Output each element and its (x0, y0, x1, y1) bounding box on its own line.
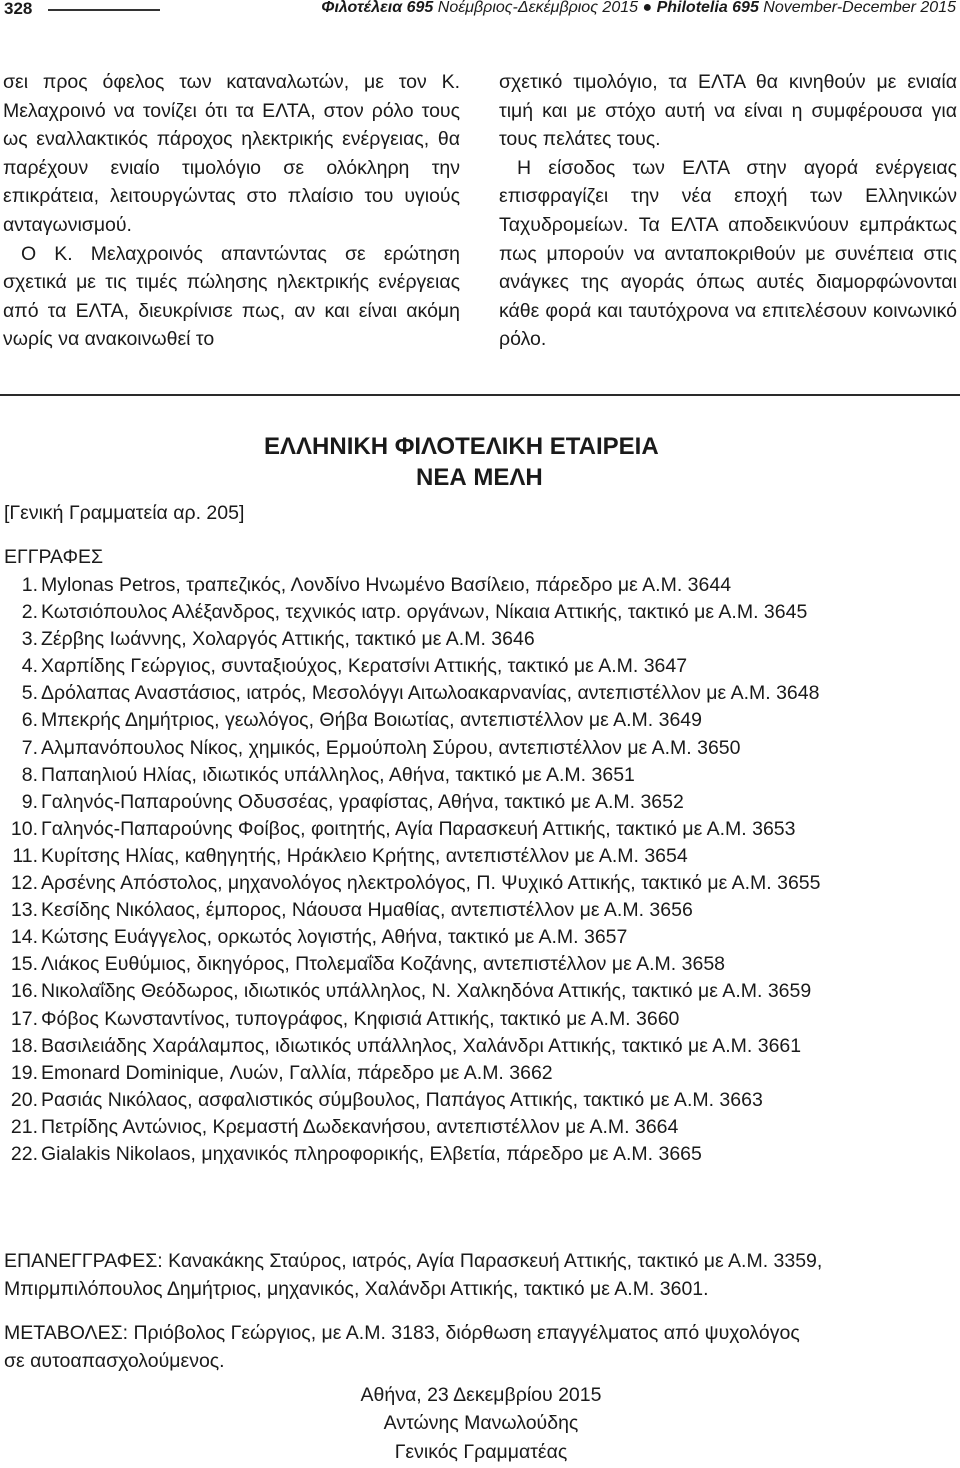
signature-block (300, 1381, 662, 1466)
article-paragraph: σχετικό τιμολόγιο, τα ΕΛΤΑ θα κινηθούν με ενιαία τιμή και με στόχο αυτή να είναι η συμφέρουσα για τους πελάτες τους. (499, 71, 957, 151)
list-item (0, 762, 960, 789)
article-paragraph: σει προς όφελος των καταναλωτών, με τον Κ. Μελαχροινό να τονίζει ότι τα ΕΛΤΑ, στον ρόλο τους ως εναλλακτικός πάροχος ηλεκτρικής ενέργειας, θα παρέχουν ενιαίο τιμολόγιο σε ολόκληρη την επικράτεια, λειτουργώντας στο πλαίσιο του υγιούς ανταγωνισμού. (3, 71, 460, 236)
member-entry: Μπεκρής Δημήτριος, γεωλόγος, Θήβα Βοιωτίας, αντεπιστέλλον με Α.Μ. 3649 (41, 709, 703, 732)
reentries-line: Μπιρμπιλόπουλος Δημήτριος, μηχανικός, Χαλάνδρι Αττικής, τακτικό με Α.Μ. 3601. (4, 1278, 709, 1301)
general-secretariat-reference: [Γενική Γραμματεία αρ. 205] (4, 502, 245, 524)
member-entry: Γαληνός-Παπαρούνης Φοίβος, φοιτητής, Αγία Παρασκευή Αττικής, τακτικό με Α.Μ. 3653 (41, 817, 796, 840)
item-number: 13. (10, 899, 38, 922)
issue-date-en: November-December 2015 (758, 0, 956, 16)
item-number: 16. (10, 980, 38, 1003)
list-item (0, 735, 960, 762)
list-item (0, 1006, 960, 1033)
member-entry: Βασιλειάδης Χαράλαμπος, ιδιωτικός υπάλληλος, Χαλάνδρι Αττικής, τακτικό με Α.Μ. 3661 (41, 1034, 802, 1057)
item-number: 11. (12, 844, 38, 867)
list-item (0, 1060, 960, 1087)
article-paragraph: Ο Κ. Μελαχροινός απαντώντας σε ερώτηση σχετικά με τις τιμές πώλησης ηλεκτρικής ενέργειας από τα ΕΛΤΑ, διευκρίνισε πως, αν και είναι ακόμη νωρίς να ανακοινωθεί το (3, 242, 460, 351)
signature-name: Αντώνης Μανωλούδης (383, 1412, 579, 1435)
list-item (0, 843, 960, 870)
member-entry: Πετρίδης Αντώνιος, Κρεμαστή Δωδεκανήσου, αντεπιστέλλον με Α.Μ. 3664 (41, 1115, 679, 1138)
bullet-separator: ● (642, 0, 653, 16)
member-entry: Αρσένης Απόστολος, μηχανολόγος ηλεκτρολόγος, Π. Ψυχικό Αττικής, τακτικό με Α.Μ. 3655 (41, 872, 821, 895)
member-entry: Νικολαΐδης Θεόδωρος, ιδιωτικός υπάλληλος, Ν. Χαλκηδόνα Αττικής, τακτικό με Α.Μ. 3659 (41, 980, 812, 1003)
section-divider (0, 394, 960, 396)
item-number: 20. (10, 1088, 38, 1111)
member-entry: Κεσίδης Νικόλαος, έμπορος, Νάουσα Ημαθίας, αντεπιστέλλον με Α.Μ. 3656 (41, 899, 693, 922)
list-item (0, 978, 960, 1005)
signature-role: Γενικός Γραμματέας (394, 1440, 568, 1463)
item-number: 6. (21, 709, 38, 732)
member-entry: Ζέρβης Ιωάννης, Χολαργός Αττικής, τακτικό με Α.Μ. 3646 (41, 628, 535, 651)
item-number: 4. (21, 655, 38, 678)
list-item (0, 626, 960, 653)
issue-date-gr: Νοέμβριος-Δεκέμβριος 2015 (433, 0, 643, 16)
item-number: 19. (10, 1061, 38, 1084)
member-entry: Emonard Dominique, Λυών, Γαλλία, πάρεδρο με Α.Μ. 3662 (41, 1061, 553, 1084)
item-number: 10. (10, 817, 38, 840)
section-subtitle: ΝΕΑ ΜΕΛΗ (416, 464, 543, 491)
item-number: 22. (10, 1142, 38, 1165)
society-title: ΕΛΛΗΝΙΚΗ ΦΙΛΟΤΕΛΙΚΗ ΕΤΑΙΡΕΙΑ (264, 433, 659, 460)
running-title (321, 0, 956, 17)
member-entry: Δρόλαπας Αναστάσιος, ιατρός, Μεσολόγγι Αιτωλοακαρνανίας, αντεπιστέλλον με Α.Μ. 3648 (41, 682, 820, 705)
list-item (0, 653, 960, 680)
article-column-right (499, 68, 957, 354)
signature-place-date: Αθήνα, 23 Δεκεμβρίου 2015 (360, 1384, 602, 1406)
item-number: 21. (10, 1115, 38, 1138)
member-entry: Ρασιάς Νικόλαος, ασφαλιστικός σύμβουλος, Παπάγος Αττικής, τακτικό με Α.Μ. 3663 (41, 1088, 763, 1111)
reentries-line: ΕΠΑΝΕΓΓΡΑΦΕΣ: Κανακάκης Σταύρος, ιατρός, Αγία Παρασκευή Αττικής, τακτικό με Α.Μ. 3359, (4, 1250, 823, 1272)
member-entry: Λιάκος Ευθύμιος, δικηγόρος, Πτολεμαΐδα Κοζάνης, αντεπιστέλλον με Α.Μ. 3658 (41, 953, 726, 976)
member-entry: Αλμπανόπουλος Νίκος, χημικός, Ερμούπολη Σύρου, αντεπιστέλλον με Α.Μ. 3650 (41, 736, 741, 759)
reentries-paragraph (4, 1247, 957, 1304)
member-entry: Φόβος Κωνσταντίνος, τυπογράφος, Κηφισιά Αττικής, τακτικό με Α.Μ. 3660 (41, 1007, 680, 1030)
list-item (0, 789, 960, 816)
header-rule (48, 9, 160, 11)
changes-line: σε αυτοαπασχολούμενος. (4, 1350, 225, 1373)
item-number: 17. (10, 1007, 38, 1030)
list-item (0, 707, 960, 734)
item-number: 5. (21, 682, 38, 705)
member-entry: Κωτσιόπουλος Αλέξανδρος, τεχνικός ιατρ. οργάνων, Νίκαια Αττικής, τακτικό με Α.Μ. 3645 (41, 601, 808, 624)
list-item (0, 680, 960, 707)
item-number: 7. (21, 736, 38, 759)
list-item (0, 1087, 960, 1114)
item-number: 12. (10, 872, 38, 895)
list-item (0, 870, 960, 897)
list-item (0, 1141, 960, 1168)
new-members-list (0, 572, 960, 1168)
member-entry: Γαληνός-Παπαρούνης Οδυσσέας, γραφίστας, Αθήνα, τακτικό με Α.Μ. 3652 (41, 790, 684, 813)
item-number: 9. (21, 790, 38, 813)
list-item (0, 572, 960, 599)
member-entry: Κώτσης Ευάγγελος, ορκωτός λογιστής, Αθήνα, τακτικό με Α.Μ. 3657 (41, 926, 628, 949)
list-item (0, 599, 960, 626)
list-item (0, 897, 960, 924)
registrations-heading: ΕΓΓΡΑΦΕΣ (4, 546, 104, 568)
page-number: 328 (4, 0, 33, 18)
article-column-left (3, 68, 460, 354)
item-number: 8. (21, 763, 38, 786)
journal-title-gr: Φιλοτέλεια 695 (321, 0, 434, 16)
member-entry: Gialakis Nikolaos, μηχανικός πληροφορικής, Ελβετία, πάρεδρο με Α.Μ. 3665 (41, 1142, 702, 1165)
member-entry: Κυρίτσης Ηλίας, καθηγητής, Ηράκλειο Κρήτης, αντεπιστέλλον με Α.Μ. 3654 (41, 844, 688, 867)
changes-line: ΜΕΤΑΒΟΛΕΣ: Πριόβολος Γεώργιος, με Α.Μ. 3183, διόρθωση επαγγέλματος από ψυχολόγος (4, 1322, 800, 1344)
item-number: 3. (21, 628, 38, 651)
member-entry: Χαρπίδης Γεώργιος, συνταξιούχος, Κερατσίνι Αττικής, τακτικό με Α.Μ. 3647 (41, 655, 688, 678)
list-item (0, 816, 960, 843)
list-item (0, 924, 960, 951)
item-number: 1. (21, 574, 38, 596)
list-item (0, 1114, 960, 1141)
item-number: 18. (10, 1034, 38, 1057)
journal-title-en: Philotelia 695 (652, 0, 759, 16)
list-item (0, 951, 960, 978)
item-number: 14. (10, 926, 38, 949)
item-number: 2. (21, 601, 38, 624)
member-entry: Mylonas Petros, τραπεζικός, Λονδίνο Ηνωμένο Βασίλειο, πάρεδρο με Α.Μ. 3644 (41, 574, 732, 596)
member-entry: Παπαηλιού Ηλίας, ιδιωτικός υπάλληλος, Αθήνα, τακτικό με Α.Μ. 3651 (41, 763, 635, 786)
item-number: 15. (10, 953, 38, 976)
running-header (0, 0, 960, 22)
changes-paragraph (4, 1319, 957, 1376)
list-item (0, 1033, 960, 1060)
article-paragraph: Η είσοδος των ΕΛΤΑ στην αγορά ενέργειας επισφραγίζει την νέα εποχή των Ελληνικών Ταχυδρομείων. Τα ΕΛΤΑ αποδεικνύουν εμπράκτως πως μπορούν να ανταποκριθούν με συνέπεια στις ανάγκες της αγοράς όπως αυτές διαμορφώνονται κάθε φορά και ταυτόχρονα να επιτελέσουν κοινωνικό ρόλο. (499, 156, 957, 351)
